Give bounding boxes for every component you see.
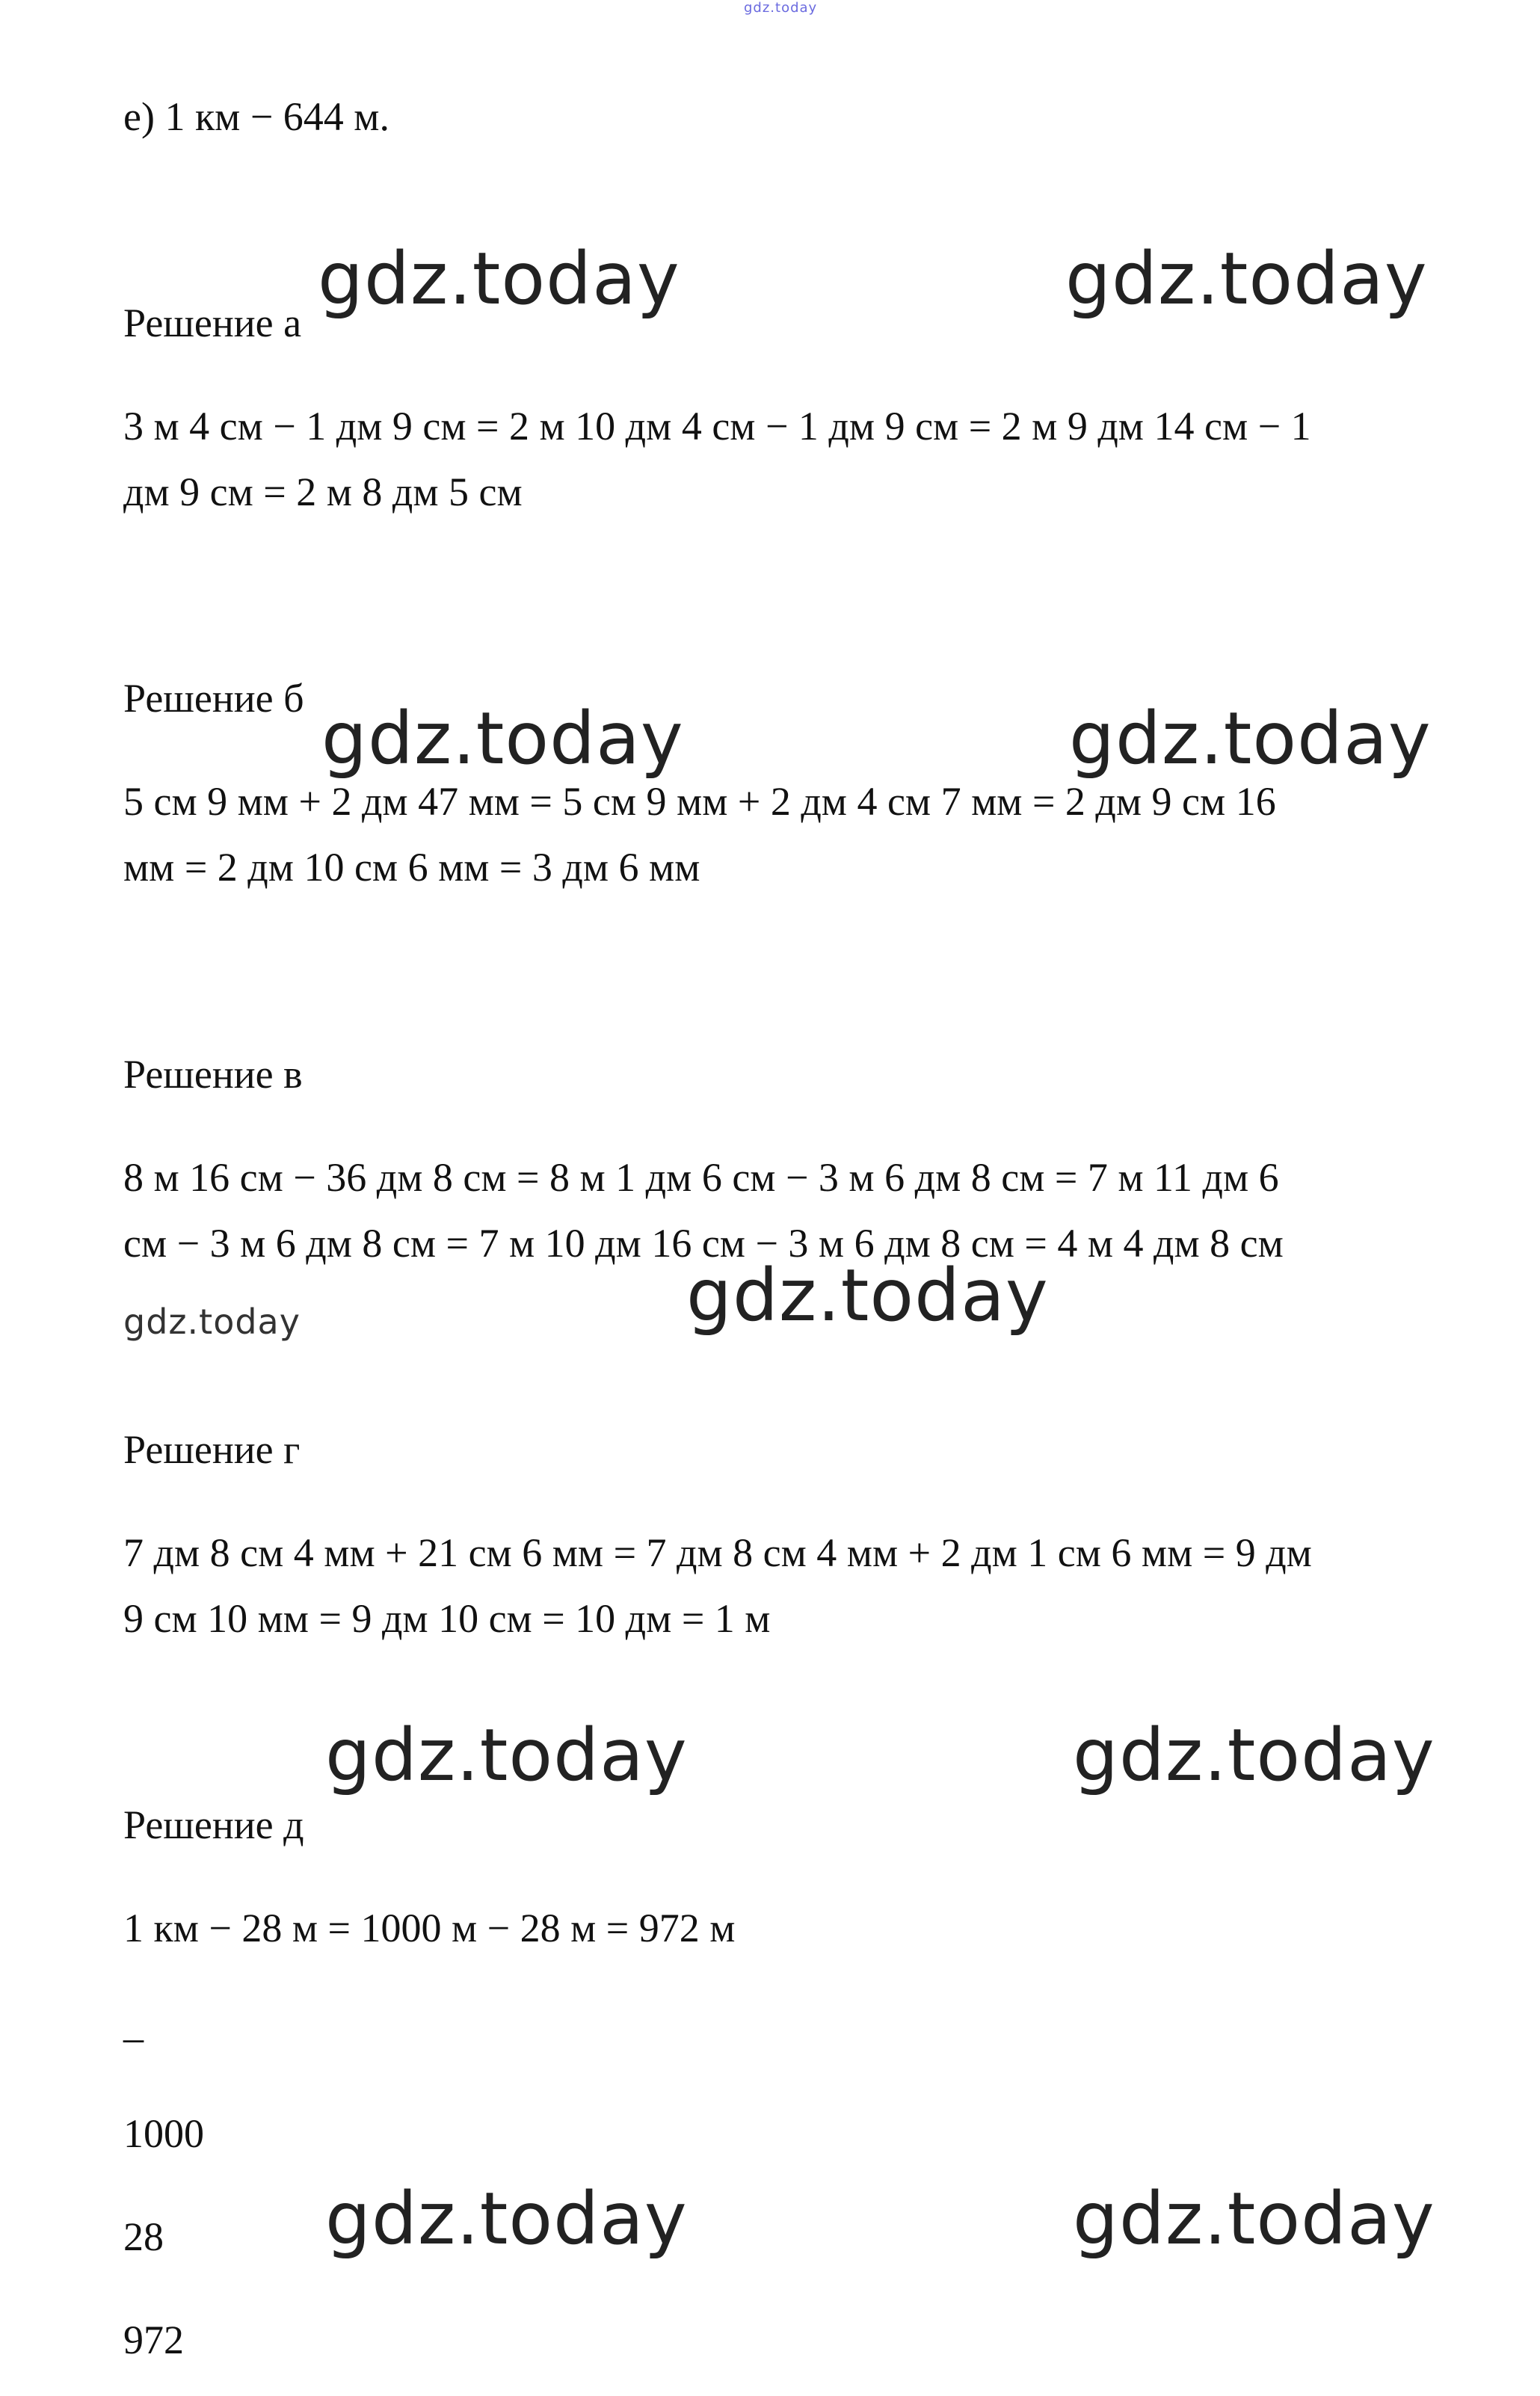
watermark: gdz.today <box>1065 237 1428 321</box>
column-result: 972 <box>123 2318 184 2362</box>
task-e: е) 1 км − 644 м. <box>123 94 389 139</box>
column-minus-sign: _ <box>123 2001 144 2046</box>
solution-b-line-2: мм = 2 дм 10 см 6 мм = 3 дм 6 мм <box>123 845 700 890</box>
watermark: gdz.today <box>686 1254 1049 1337</box>
solution-d-line-1: 1 км − 28 м = 1000 м − 28 м = 972 м <box>123 1906 736 1950</box>
watermark: gdz.today <box>1073 1713 1435 1797</box>
watermark: gdz.today <box>1069 697 1432 780</box>
header-watermark: gdz.today <box>744 0 818 16</box>
watermark: gdz.today <box>1073 2177 1435 2261</box>
solution-a-label: Решение а <box>123 301 302 345</box>
solution-d-label: Решение д <box>123 1802 304 1847</box>
solution-g-line-1: 7 дм 8 см 4 мм + 21 см 6 мм = 7 дм 8 см 4 мм + 2 дм 1 см 6 мм = 9 дм <box>123 1530 1312 1575</box>
solution-v-line-2: см − 3 м 6 дм 8 см = 7 м 10 дм 16 см − 3 м 6 дм 8 см = 4 м 4 дм 8 см <box>123 1221 1284 1266</box>
watermark: gdz.today <box>325 1713 688 1797</box>
column-subtrahend: 28 <box>123 2214 164 2259</box>
watermark: gdz.today <box>318 237 680 321</box>
solution-g-line-2: 9 см 10 мм = 9 дм 10 см = 10 дм = 1 м <box>123 1596 771 1641</box>
solution-v-line-1: 8 м 16 см − 36 дм 8 см = 8 м 1 дм 6 см − 3 м 6 дм 8 см = 7 м 11 дм 6 <box>123 1155 1279 1200</box>
solution-b-line-1: 5 см 9 мм + 2 дм 47 мм = 5 см 9 мм + 2 дм 4 см 7 мм = 2 дм 9 см 16 <box>123 779 1276 824</box>
watermark: gdz.today <box>321 697 684 780</box>
solution-a-line-2: дм 9 см = 2 м 8 дм 5 см <box>123 469 523 514</box>
column-minuend: 1000 <box>123 2111 204 2156</box>
solution-a-line-1: 3 м 4 см − 1 дм 9 см = 2 м 10 дм 4 см − 1 дм 9 см = 2 м 9 дм 14 см − 1 <box>123 404 1311 449</box>
solution-b-label: Решение б <box>123 676 304 721</box>
solution-v-label: Решение в <box>123 1052 303 1097</box>
watermark: gdz.today <box>123 1302 301 1342</box>
watermark: gdz.today <box>325 2177 688 2261</box>
solution-g-label: Решение г <box>123 1427 301 1472</box>
